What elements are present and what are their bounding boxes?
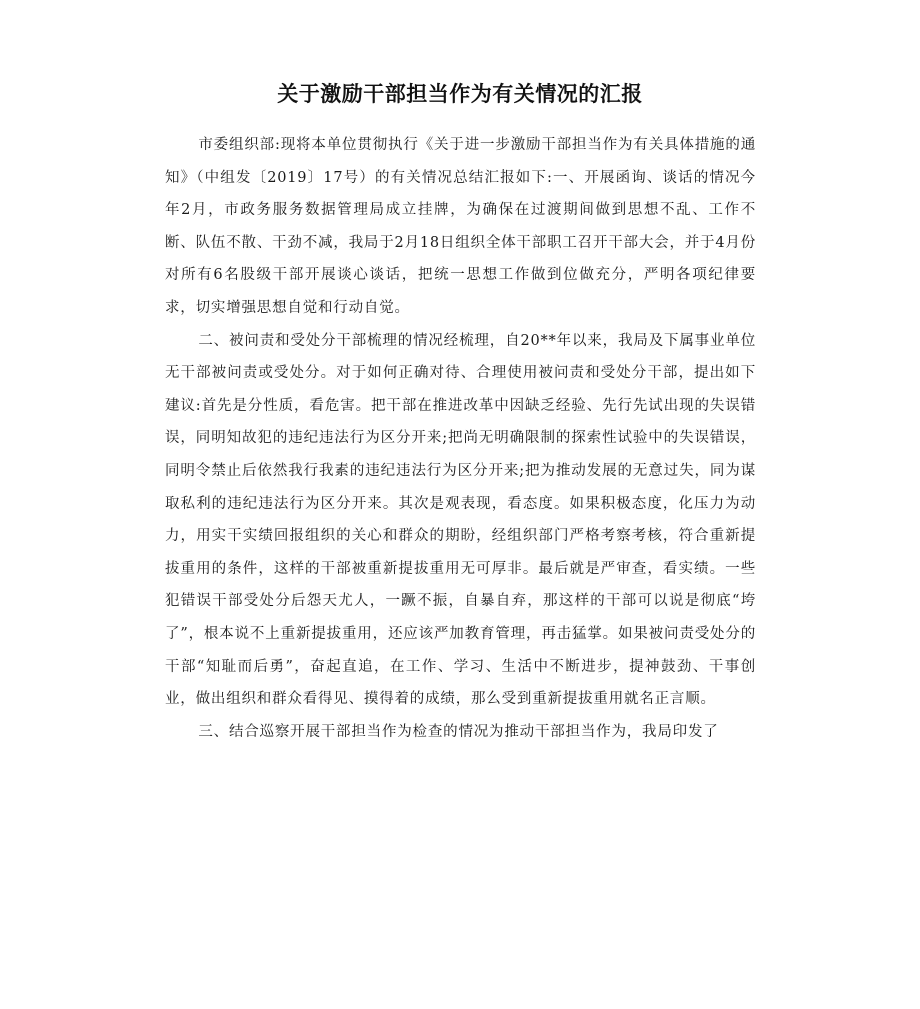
document-body <box>165 129 756 748</box>
paragraph-3: 三、结合巡察开展干部担当作为检查的情况为推动干部担当作为，我局印发了 <box>198 723 719 740</box>
document-title: 关于激励干部担当作为有关情况的汇报 <box>277 82 643 107</box>
paragraph-2: 二、被问责和受处分干部梳理的情况经梳理，自20**年以来，我局及下属事业单位无干部被问责或受处分。对于如何正确对待、合理使用被问责和受处分干部，提出如下建议:首先是分性质，看危害。把干部在推进改革中因缺乏经验、先行先试出现的失误错误，同明知故犯的违纪违法行为区分开来;把尚无明确限制的探索性试验中的失误错误，同明令禁止后依然我行我素的违纪违法行为区分开来;把为推动发展的无意过失，同为谋取私利的违纪违法行为区分开来。其次是观表现，看态度。如果积极态度，化压力为动力，用实干实绩回报组织的关心和群众的期盼，经组织部门严格考察考核，符合重新提拔重用的条件，这样的干部被重新提拔重用无可厚非。最后就是严审查，看实绩。一些犯错误干部受处分后怨天尤人，一蹶不振，自暴自弃，那这样的干部可以说是彻底“垮了”，根本说不上重新提拔重用，还应该严加教育管理，再击猛掌。如果被问责受处分的干部“知耻而后勇”，奋起直追，在工作、学习、生活中不断进步，提神鼓劲、干事创业，做出组织和群众看得见、摸得着的成绩，那么受到重新提拔重用就名正言顺。 <box>165 332 756 708</box>
paragraph-1: 市委组织部:现将本单位贯彻执行《关于进一步激励干部担当作为有关具体措施的通知》（中组发〔2019〕17号）的有关情况总结汇报如下:一、开展函询、谈话的情况今年2月，市政务服务数据管理局成立挂牌，为确保在过渡期间做到思想不乱、工作不断、队伍不散、干劲不减，我局于2月18日组织全体干部职工召开干部大会，并于4月份对所有6名股级干部开展谈心谈话，把统一思想工作做到位做充分，严明各项纪律要求，切实增强思想自觉和行动自觉。 <box>165 137 756 316</box>
